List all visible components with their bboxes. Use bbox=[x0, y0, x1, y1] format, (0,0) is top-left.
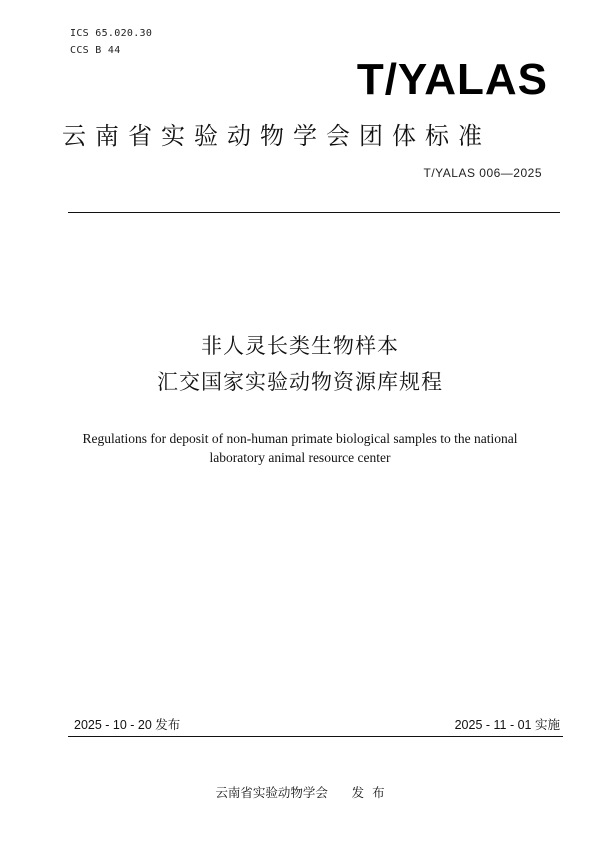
organization-standard-title: 云南省实验动物学会团体标准 bbox=[62, 122, 491, 150]
header-divider bbox=[68, 212, 560, 213]
standard-logo: T/YALAS bbox=[356, 55, 548, 104]
publisher: 云南省实验动物学会 发 布 bbox=[215, 785, 385, 800]
title-en-line2: laboratory animal resource center bbox=[209, 450, 391, 465]
title-en-line1: Regulations for deposit of non-human primate biological samples to the national bbox=[82, 431, 518, 446]
title-cn-line2: 汇交国家实验动物资源库规程 bbox=[157, 370, 443, 394]
footer-divider bbox=[68, 736, 563, 737]
standard-number: T/YALAS 006—2025 bbox=[423, 166, 542, 180]
issue-date: 2025 - 10 - 20 发布 bbox=[74, 718, 181, 732]
ics-code: ICS 65.020.30 bbox=[70, 28, 153, 39]
title-cn-line1: 非人灵长类生物样本 bbox=[201, 334, 399, 358]
implementation-date: 2025 - 11 - 01 实施 bbox=[454, 718, 560, 732]
ccs-code: CCS B 44 bbox=[70, 45, 121, 56]
